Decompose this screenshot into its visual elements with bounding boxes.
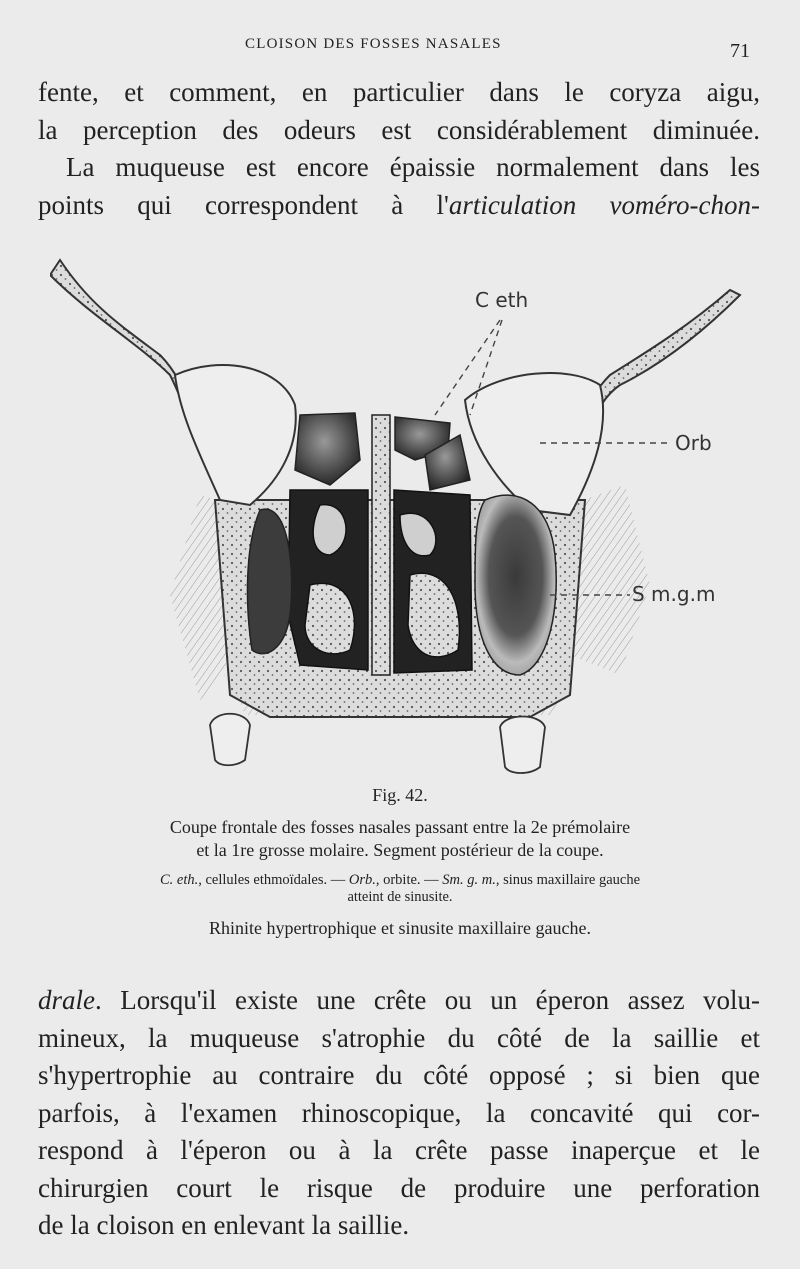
text-span: points qui correspondent à l' — [38, 189, 449, 220]
text-span: . Lorsqu'il existe une crête ou un éperon assez volu- — [95, 985, 760, 1015]
anatomical-figure — [50, 255, 750, 780]
teeth — [210, 714, 545, 773]
text-line: s'hypertrophie au contraire du côté opposé ; si bien que — [38, 1060, 760, 1090]
running-title: CLOISON DES FOSSES NASALES — [245, 36, 502, 52]
text-line: La muqueuse est encore épaissie normalement dans les — [66, 152, 760, 182]
orbit-right — [465, 373, 603, 515]
text-line: parfois, à l'examen rhinoscopique, la concavité qui cor- — [38, 1097, 760, 1128]
text-line: respond à l'éperon ou à la crête passe inaperçue et le — [38, 1135, 760, 1165]
orbit-left — [175, 365, 296, 505]
label-ceth: C eth — [475, 288, 529, 312]
paragraph-bottom — [38, 982, 760, 1245]
text-line: de la cloison en enlevant la saillie. — [38, 1210, 410, 1240]
text-line: mineux, la muqueuse s'atrophie du côté de la saillie et — [38, 1022, 760, 1053]
figure-legend — [0, 872, 800, 906]
nasal-fossa-left — [288, 490, 368, 670]
legend-text: , sinus maxillaire gauche — [495, 872, 641, 888]
legend-abbr: Orb. — [348, 872, 376, 888]
legend-abbr: C. eth. — [159, 872, 199, 888]
caption-line: et la 1re grosse molaire. Segment postérieur de la coupe. — [196, 840, 604, 860]
text-line: chirurgien court le risque de produire une perforation — [38, 1172, 760, 1203]
text-line — [38, 982, 760, 1020]
label-orb: Orb — [675, 431, 712, 455]
text-line: la perception des odeurs est considérablement diminuée. — [38, 114, 760, 145]
page-number: 71 — [730, 40, 750, 62]
legend-text: atteint de sinusite. — [347, 889, 453, 905]
nasal-septum — [372, 415, 390, 675]
paragraph-top — [38, 74, 760, 224]
italic-term: drale — [38, 985, 95, 1015]
maxillary-sinus-right-side — [247, 509, 291, 654]
legend-text: , cellules ethmoïdales. — — [198, 872, 349, 888]
italic-term: articulation voméro-chon- — [448, 189, 760, 220]
figure-number: Fig. 42. — [372, 785, 428, 805]
legend-abbr: Sm. g. m. — [442, 872, 496, 888]
nasal-fossa-right — [394, 490, 472, 673]
figure-caption — [0, 816, 800, 862]
running-header — [0, 36, 800, 60]
maxillary-sinus-left-diseased — [475, 495, 556, 675]
label-smgm: S m.g.m — [632, 582, 716, 606]
figure-title: Rhinite hypertrophique et sinusite maxillaire gauche. — [209, 918, 591, 938]
caption-line: Coupe frontale des fosses nasales passant entre la 2e prémolaire — [169, 817, 631, 837]
text-line: fente, et comment, en particulier dans le coryza aigu, — [38, 77, 760, 107]
legend-text: , orbite. — — [375, 872, 443, 888]
text-line — [38, 187, 760, 225]
